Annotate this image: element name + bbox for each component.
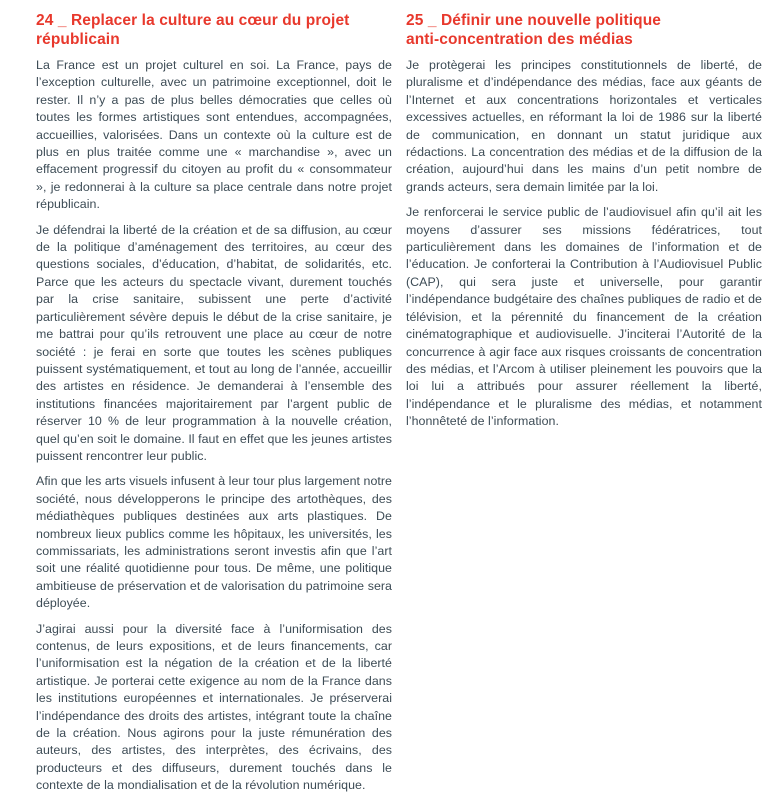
column-section-25 [406, 11, 762, 689]
section-24-heading [36, 11, 392, 49]
section-25-heading-line-1: 25 _ Définir une nouvelle politique [406, 12, 661, 29]
column-section-24 [36, 11, 392, 793]
section-24-paragraph-1: La France est un projet culturel en soi. La France, pays de l’exception culturelle, avec un patrimoine exceptionnel, doit le rester. Il n’y a pas de plus belles démocraties que celles où toutes les formes artistiques sont entendues, accompagnées, accueillies, valorisées. Dans un contexte où la culture est de plus en plus traitée comme une « marchandise », avec un effacement progressif du citoyen au profit du « consommateur », je redonnerai à la culture sa place centrale dans notre projet républicain. [36, 58, 392, 212]
section-24-paragraph-2: Je défendrai la liberté de la création et de sa diffusion, au cœur de la politique d’aménagement des territoires, au cœur des questions sociales, d’éducation, d’habitat, de solidarités, etc. Parce que les acteurs du spectacle vivant, durement touchés par la crise sanitaire, subissent une perte d’activité particulièrement sévère depuis le début de la crise sanitaire, je me battrai pour qu’ils retrouvent une place au cœur de notre société : je ferai en sorte que toutes les scènes publiques puissent systématiquement, et tout au long de l’année, accueillir des artistes en résidence. Je demanderai à l’ensemble des institutions financées majoritairement par l’argent public de réserver 10 % de leur programmation à la nouvelle création, quel qu’en soit le domaine. Il faut en effet que les jeunes artistes puissent rencontrer leur public. [36, 222, 392, 463]
section-25-heading-line-2: anti-concentration des médias [406, 31, 633, 48]
section-24-paragraph-3: Afin que les arts visuels infusent à leur tour plus largement notre société, nous développerons le principe des artothèques, des médiathèques publiques destinées aux arts plastiques. De nombreux lieux publics comme les hôpitaux, les universités, les commissariats, les administrations seront investis afin que l’art soit une réalité quotidienne pour tous. De même, une politique ambitieuse de préservation et de valorisation du patrimoine sera déployée. [36, 474, 392, 611]
section-25-paragraph-1: Je protègerai les principes constitutionnels de liberté, de pluralisme et d’indépendance des médias, face aux géants de l’Internet et aux concentrations horizontales et verticales excessives actuelles, en réformant la loi de 1986 sur la liberté de communication, en donnant un statut juridique aux rédactions. La concentration des médias et de la diffusion de la création, aujourd’hui dans les mains d’un petit nombre de grands acteurs, sera demain limitée par la loi. [406, 58, 762, 194]
section-25-heading [406, 11, 762, 49]
section-25-paragraph-2: Je renforcerai le service public de l’audiovisuel afin qu’il ait les moyens d’assurer ses missions fédératrices, tout particulièrement dans les domaines de l’information et de l’éducation. Je conforterai la Contribution à l’Audiovisuel Public (CAP), qui sera juste et universelle, pour garantir l’indépendance budgétaire des chaînes publiques de radio et de télévision, et la pérennité du financement de la création cinématographique et audiovisuelle. J’inciterai l’Autorité de la concurrence à agir face aux risques croissants de concentration des médias, et l’Arcom à utiliser pleinement les pouvoirs que la loi lui a attribués pour assurer réellement la liberté, l’indépendance et le pluralisme des médias, et notamment l’honnêteté de l’information. [406, 205, 762, 429]
section-24-heading-line-2: républicain [36, 31, 120, 48]
section-24-heading-line-1: 24 _ Replacer la culture au cœur du projet [36, 12, 350, 29]
section-24-paragraph-4: J’agirai aussi pour la diversité face à l’uniformisation des contenus, de leurs expositions, et de leurs financements, car l’uniformisation est la négation de la création et de la liberté artistique. Je porterai cette exigence au nom de la France dans les institutions européennes et internationales. Je préserverai l’indépendance des droits des artistes, intégrant toute la chaîne de la création. Nous agirons pour la juste rémunération des auteurs, des artistes, des interprètes, des écrivains, des producteurs et des diffuseurs, durement touchés dans le contexte de la mondialisation et de la révolution numérique. [36, 621, 392, 793]
